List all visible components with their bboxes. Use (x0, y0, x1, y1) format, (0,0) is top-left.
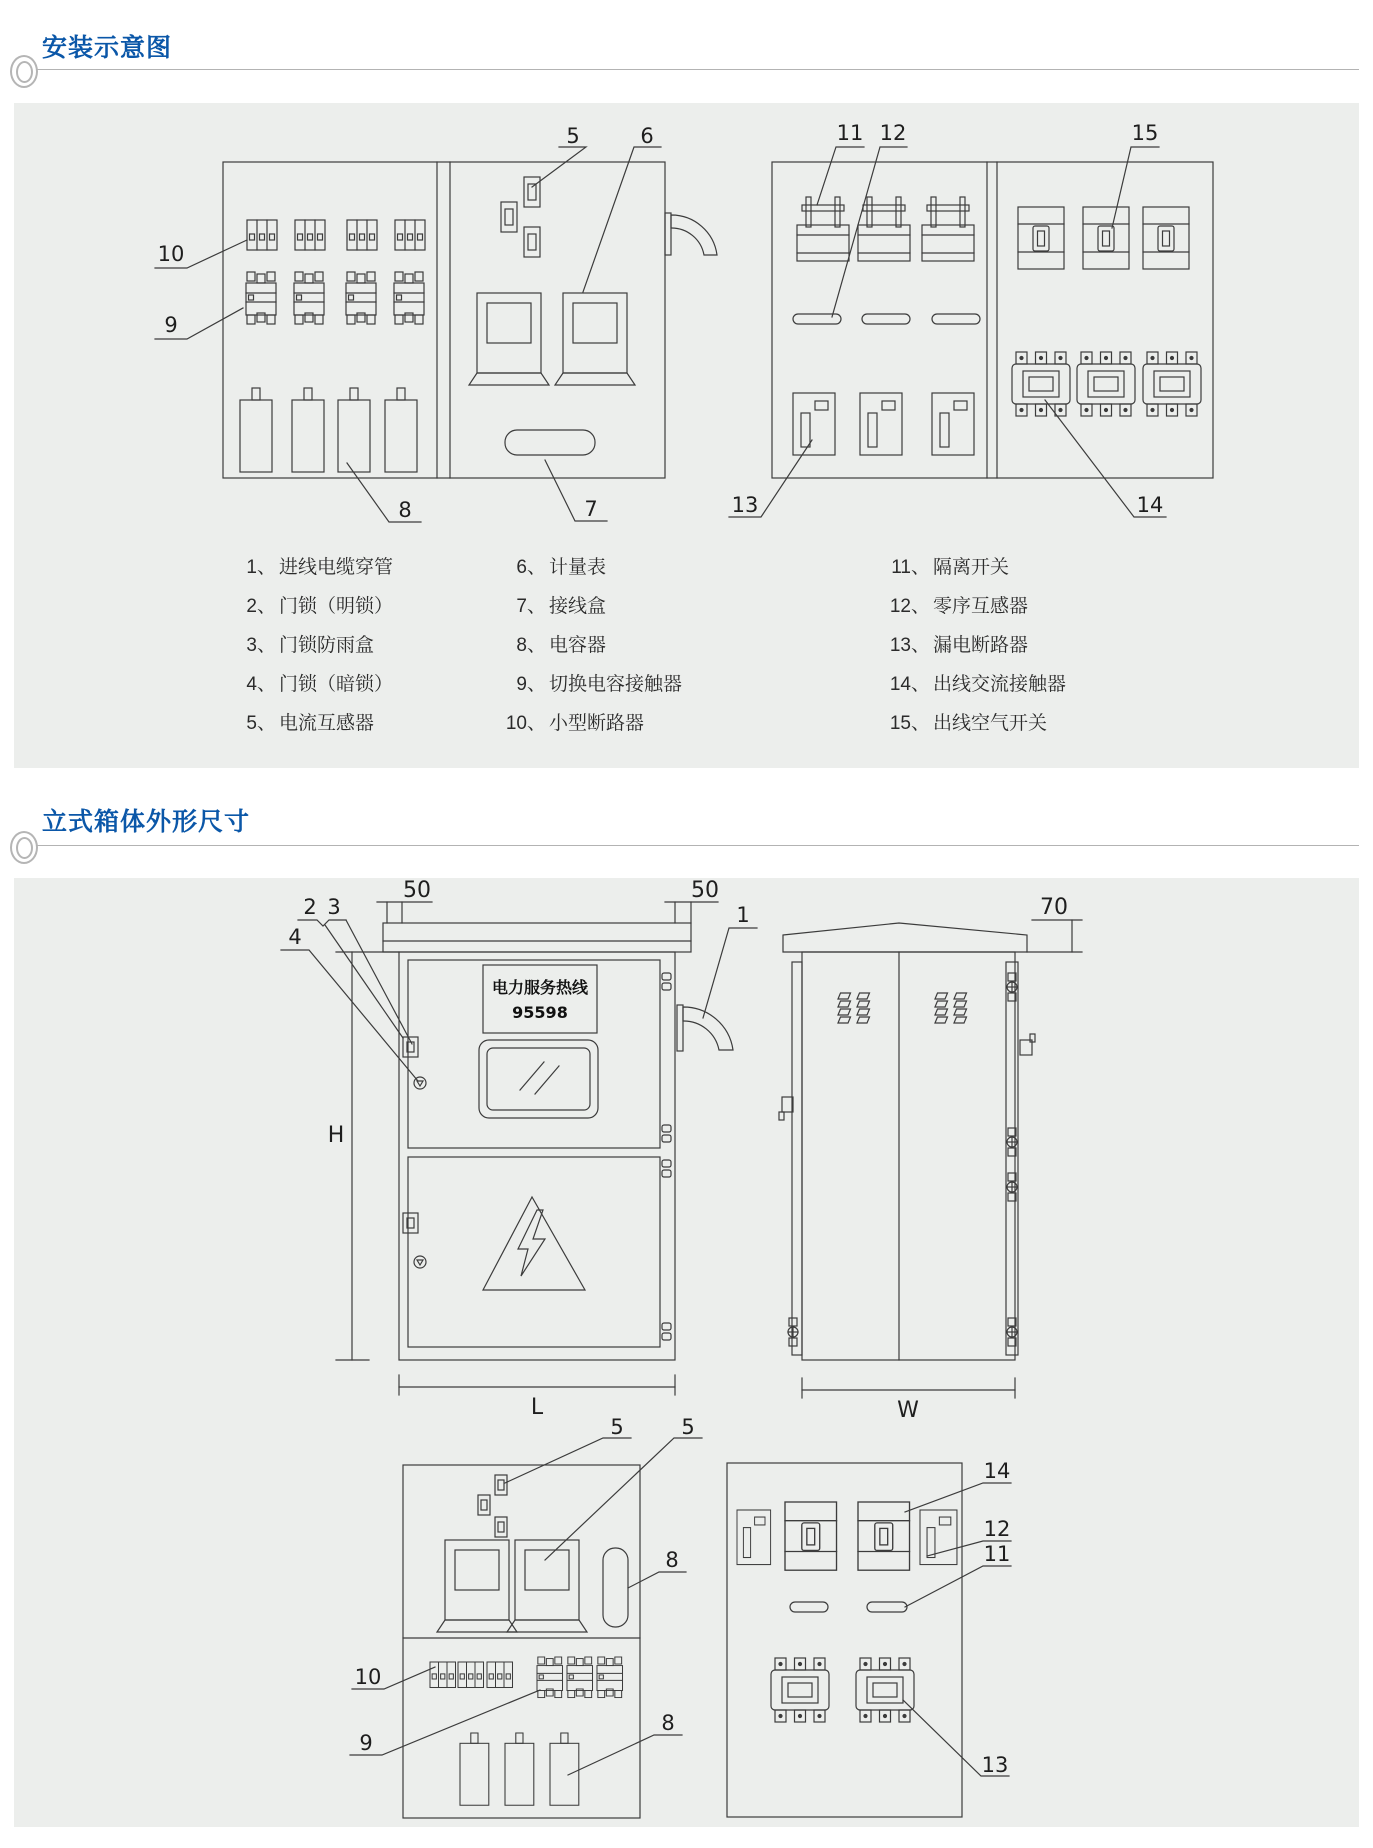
svg-text:8: 8 (661, 1711, 675, 1735)
svg-text:10: 10 (157, 242, 185, 266)
legend-item (226, 585, 393, 624)
svg-text:15: 15 (1131, 121, 1159, 145)
callout-9 (155, 308, 243, 339)
cabinet-dimensions-panel (14, 878, 1359, 1827)
hotline-sign-line2: 95598 (512, 1003, 568, 1022)
svg-text:70: 70 (1040, 895, 1068, 920)
zero-sequence-ct-icon (790, 1602, 828, 1612)
svg-text:5: 5 (610, 1415, 624, 1439)
zero-sequence-ct-icon (793, 314, 841, 324)
door-edge-strip (792, 962, 802, 1355)
capacitor-pill-icon (603, 1548, 628, 1627)
callout-11 (817, 121, 864, 205)
svg-text:14: 14 (983, 1459, 1011, 1483)
capacitor-icon (240, 388, 272, 472)
hinge-bolt-icon (1007, 973, 1017, 1001)
callout-1 (703, 903, 757, 1018)
svg-text:L: L (530, 1395, 544, 1420)
svg-text:10: 10 (354, 1665, 382, 1689)
lower-door (408, 1157, 660, 1347)
legend-item-label: 出线交流接触器 (933, 674, 1067, 695)
callout-9 (350, 1690, 540, 1755)
legend-item-label: 零序互感器 (933, 596, 1029, 617)
installation-schematic-drawing (14, 103, 1359, 768)
vent-louver-icon (838, 993, 851, 999)
svg-text:13: 13 (981, 1753, 1009, 1777)
svg-text:14: 14 (1136, 493, 1164, 517)
lightning-bolt-icon (518, 1210, 545, 1276)
ac-contactor-icon (771, 1658, 829, 1722)
cabinet-outline (772, 162, 1213, 478)
callout-10 (352, 1665, 435, 1689)
legend-item-number: 15、 (889, 713, 930, 734)
roof-slab (383, 923, 691, 952)
cabinet-body (802, 952, 1015, 1360)
dimension-height (328, 952, 399, 1360)
section2-divider-line (36, 845, 1359, 846)
energy-meter-icon (469, 293, 549, 385)
legend-item-number: 2、 (246, 596, 276, 617)
cable-conduit-icon (683, 1007, 733, 1050)
feeder-cabinet-internal-layout (727, 1463, 962, 1817)
mini-circuit-breaker-icon (430, 1662, 456, 1688)
callout-11 (905, 1542, 1011, 1607)
section1-title: 安装示意图 (42, 34, 173, 62)
callout-14 (905, 1459, 1011, 1512)
svg-text:W: W (897, 1398, 919, 1423)
legend-item (496, 663, 682, 702)
hinge-strip (1006, 962, 1018, 1355)
cabinet-outline (727, 1463, 962, 1817)
installation-schematic-panel (14, 103, 1359, 768)
outgoing-feeder-cabinet-view (772, 162, 1213, 478)
legend-item-label: 计量表 (549, 557, 607, 578)
svg-text:11: 11 (836, 121, 864, 145)
legend-item (880, 585, 1066, 624)
leakage-breaker-icon (793, 393, 835, 455)
legend-item-number: 8、 (516, 635, 546, 656)
legend-column-3 (880, 546, 1066, 741)
service-hotline-sign (483, 965, 597, 1033)
svg-text:7: 7 (584, 497, 598, 521)
capacitor-contactor-icon (537, 1657, 563, 1698)
hinge-icon (662, 973, 671, 990)
ornament-ring-inner (16, 61, 33, 83)
legend-item (496, 624, 682, 663)
junction-box-icon (505, 430, 595, 455)
legend-item-number: 13、 (889, 635, 930, 656)
legend-item-number: 6、 (516, 557, 546, 578)
mini-circuit-breaker-icon (247, 220, 277, 250)
callout-7 (545, 460, 607, 521)
air-switch-icon (785, 1502, 837, 1570)
legend-item-label: 门锁（暗锁） (279, 674, 394, 695)
svg-text:4: 4 (288, 925, 302, 949)
legend-item (226, 702, 393, 741)
callout-2 (303, 895, 316, 919)
legend-item-number: 7、 (516, 596, 546, 617)
callout-6 (583, 124, 661, 292)
dimension-width (802, 1378, 1015, 1423)
legend-item (880, 546, 1066, 585)
svg-text:50: 50 (691, 878, 719, 903)
legend-item-number: 12、 (889, 596, 930, 617)
legend-item-number: 3、 (246, 635, 276, 656)
svg-text:6: 6 (640, 124, 654, 148)
svg-text:12: 12 (983, 1517, 1011, 1541)
cabinet-outline (223, 162, 665, 478)
ac-contactor-icon (1012, 352, 1070, 416)
svg-text:50: 50 (403, 878, 431, 903)
legend-item (496, 546, 682, 585)
svg-text:5: 5 (681, 1415, 695, 1439)
capacitor-metering-cabinet-view (223, 162, 717, 478)
legend-item-label: 进线电缆穿管 (279, 557, 394, 578)
callout-15 (1112, 121, 1159, 228)
isolation-switch-icon (797, 197, 849, 261)
legend-item-label: 门锁防雨盒 (279, 635, 375, 656)
svg-text:9: 9 (164, 313, 178, 337)
legend-item-label: 电容器 (549, 635, 607, 656)
svg-text:3: 3 (327, 895, 341, 919)
legend-item-label: 门锁（明锁） (279, 596, 394, 617)
svg-text:9: 9 (359, 1731, 373, 1755)
legend-item-number: 1、 (246, 557, 276, 578)
callout-14 (1045, 400, 1166, 517)
svg-text:1: 1 (736, 903, 750, 927)
callout-10 (155, 240, 247, 268)
door-lock-icon (403, 1213, 418, 1233)
air-switch-icon (1018, 207, 1064, 269)
leakage-breaker-icon (737, 1510, 771, 1565)
callout-8 (568, 1711, 682, 1775)
capacitor-cabinet-internal-layout (403, 1465, 640, 1818)
door-handle-icon (782, 1097, 793, 1112)
legend-item (496, 702, 682, 741)
dimension-roof-height (1027, 895, 1082, 952)
meter-window (479, 1040, 598, 1118)
svg-text:8: 8 (398, 498, 412, 522)
warning-triangle-icon (483, 1197, 585, 1290)
cabinet-side-view (779, 923, 1035, 1360)
section1-divider-line (36, 69, 1359, 70)
svg-text:H: H (327, 1123, 345, 1148)
callout-8 (628, 1548, 686, 1588)
legend-item-label: 漏电断路器 (933, 635, 1029, 656)
roof-slab (783, 923, 1027, 952)
cabinet-outline (403, 1465, 640, 1818)
legend-item-label: 电流互感器 (279, 713, 375, 734)
legend-item (880, 702, 1066, 741)
legend-item-number: 5、 (246, 713, 276, 734)
legend-item-label: 接线盒 (549, 596, 607, 617)
legend-item-label: 小型断路器 (549, 713, 645, 734)
legend-column-2 (496, 546, 682, 741)
current-transformer-icon (524, 177, 540, 207)
legend-column-1 (226, 546, 393, 741)
legend-item (880, 663, 1066, 702)
legend-item-label: 出线空气开关 (933, 713, 1048, 734)
svg-text:2: 2 (303, 895, 317, 919)
svg-text:11: 11 (983, 1542, 1011, 1566)
callout-13 (903, 1700, 1009, 1777)
dimension-left-overhang (377, 878, 432, 923)
section2-title: 立式箱体外形尺寸 (42, 808, 251, 836)
capacitor-contactor-icon (246, 272, 276, 324)
dimension-right-overhang (665, 878, 719, 923)
svg-text:5: 5 (566, 124, 580, 148)
cabinet-front-view (383, 923, 733, 1360)
legend-item (226, 546, 393, 585)
callout-4 (281, 925, 418, 1081)
cable-conduit-icon (671, 215, 717, 255)
legend-item (496, 585, 682, 624)
energy-meter-icon (437, 1540, 517, 1632)
callout-5 (505, 1415, 631, 1483)
hotline-sign-line1: 电力服务热线 (491, 978, 589, 997)
capacitor-icon (460, 1733, 489, 1805)
cabinet-dimensions-drawing (14, 878, 1359, 1827)
svg-text:13: 13 (731, 493, 759, 517)
legend-item-number: 4、 (246, 674, 276, 695)
current-transformer-icon (495, 1475, 507, 1495)
legend-item (226, 624, 393, 663)
legend-item-number: 14、 (889, 674, 930, 695)
legend-item-number: 10、 (505, 713, 546, 734)
legend-item-label: 隔离开关 (933, 557, 1010, 578)
ornament-ring-inner (16, 837, 33, 859)
svg-text:12: 12 (879, 121, 907, 145)
legend-item-number: 11、 (891, 557, 930, 578)
legend-item (226, 663, 393, 702)
legend-item (880, 624, 1066, 663)
round-lock-icon (414, 1256, 426, 1268)
legend-item-number: 9、 (516, 674, 546, 695)
svg-text:8: 8 (665, 1548, 679, 1572)
legend-item-label: 切换电容接触器 (549, 674, 683, 695)
dimension-length (399, 1375, 675, 1420)
